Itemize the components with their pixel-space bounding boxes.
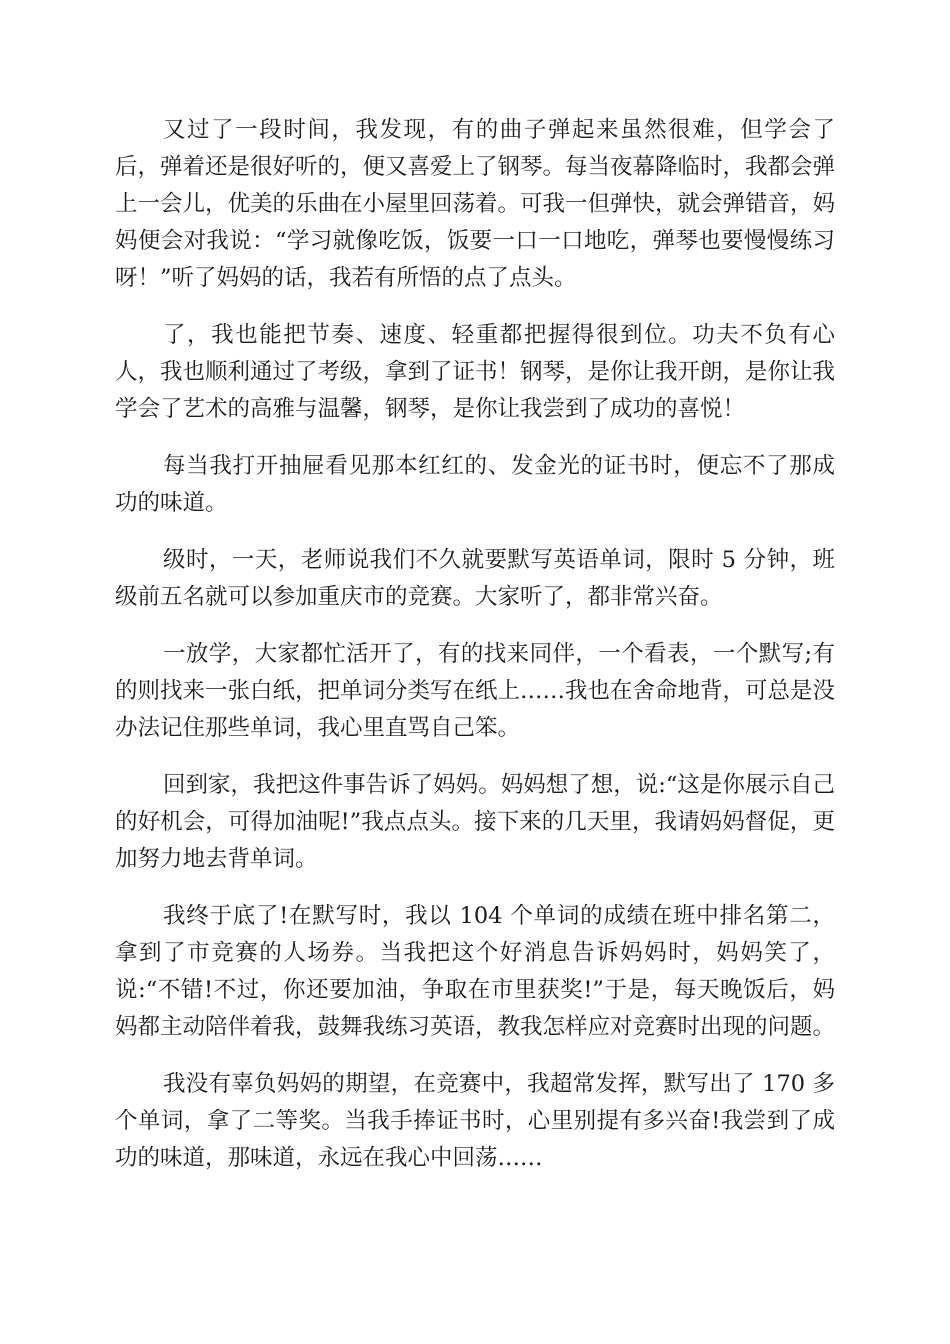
paragraph-8: 我没有辜负妈妈的期望，在竞赛中，我超常发挥，默写出了 170 多个单词，拿了二等奖。当我手捧证书时，心里别提有多兴奋!我尝到了成功的味道，那味道，永远在我心中回荡…… <box>115 1071 835 1171</box>
paragraph-6: 回到家，我把这件事告诉了妈妈。妈妈想了想，说:“这是你展示自己的好机会，可得加油呢!”我点点头。接下来的几天里，我请妈妈督促，更加努力地去背单词。 <box>115 772 835 872</box>
paragraph-4: 级时，一天，老师说我们不久就要默写英语单词，限时 5 分钟，班级前五名就可以参加重庆市的竞赛。大家听了，都非常兴奋。 <box>115 547 835 610</box>
paragraph-7: 我终于底了!在默写时，我以 104 个单词的成绩在班中排名第二，拿到了市竞赛的人场券。当我把这个好消息告诉妈妈时，妈妈笑了，说:“不错!不过，你还要加油，争取在市里获奖!”于是，每天晚饭后，妈妈都主动陪伴着我，鼓舞我练习英语，教我怎样应对竞赛时出现的问题。 <box>115 903 836 1040</box>
paragraph-3: 每当我打开抽屉看见那本红红的、发金光的证书时，便忘不了那成功的味道。 <box>115 453 835 516</box>
paragraph-5: 一放学，大家都忙活开了，有的找来同伴，一个看表，一个默写;有的则找来一张白纸，把单词分类写在纸上……我也在舍命地背，可总是没办法记住那些单词，我心里直骂自己笨。 <box>115 641 836 741</box>
document-body <box>115 112 835 1197</box>
paragraph-1: 又过了一段时间，我发现，有的曲子弹起来虽然很难，但学会了后，弹着还是很好听的，便又喜爱上了钢琴。每当夜幕降临时，我都会弹上一会儿，优美的乐曲在小屋里回荡着。可我一但弹快，就会弹错音，妈妈便会对我说：“学习就像吃饭，饭要一口一口地吃，弹琴也要慢慢练习呀！”听了妈妈的话，我若有所悟的点了点头。 <box>115 117 836 291</box>
paragraph-2: 了，我也能把节奏、速度、轻重都把握得很到位。功夫不负有心人，我也顺利通过了考级，拿到了证书！钢琴，是你让我开朗，是你让我学会了艺术的高雅与温馨，钢琴，是你让我尝到了成功的喜悦！ <box>115 322 836 422</box>
